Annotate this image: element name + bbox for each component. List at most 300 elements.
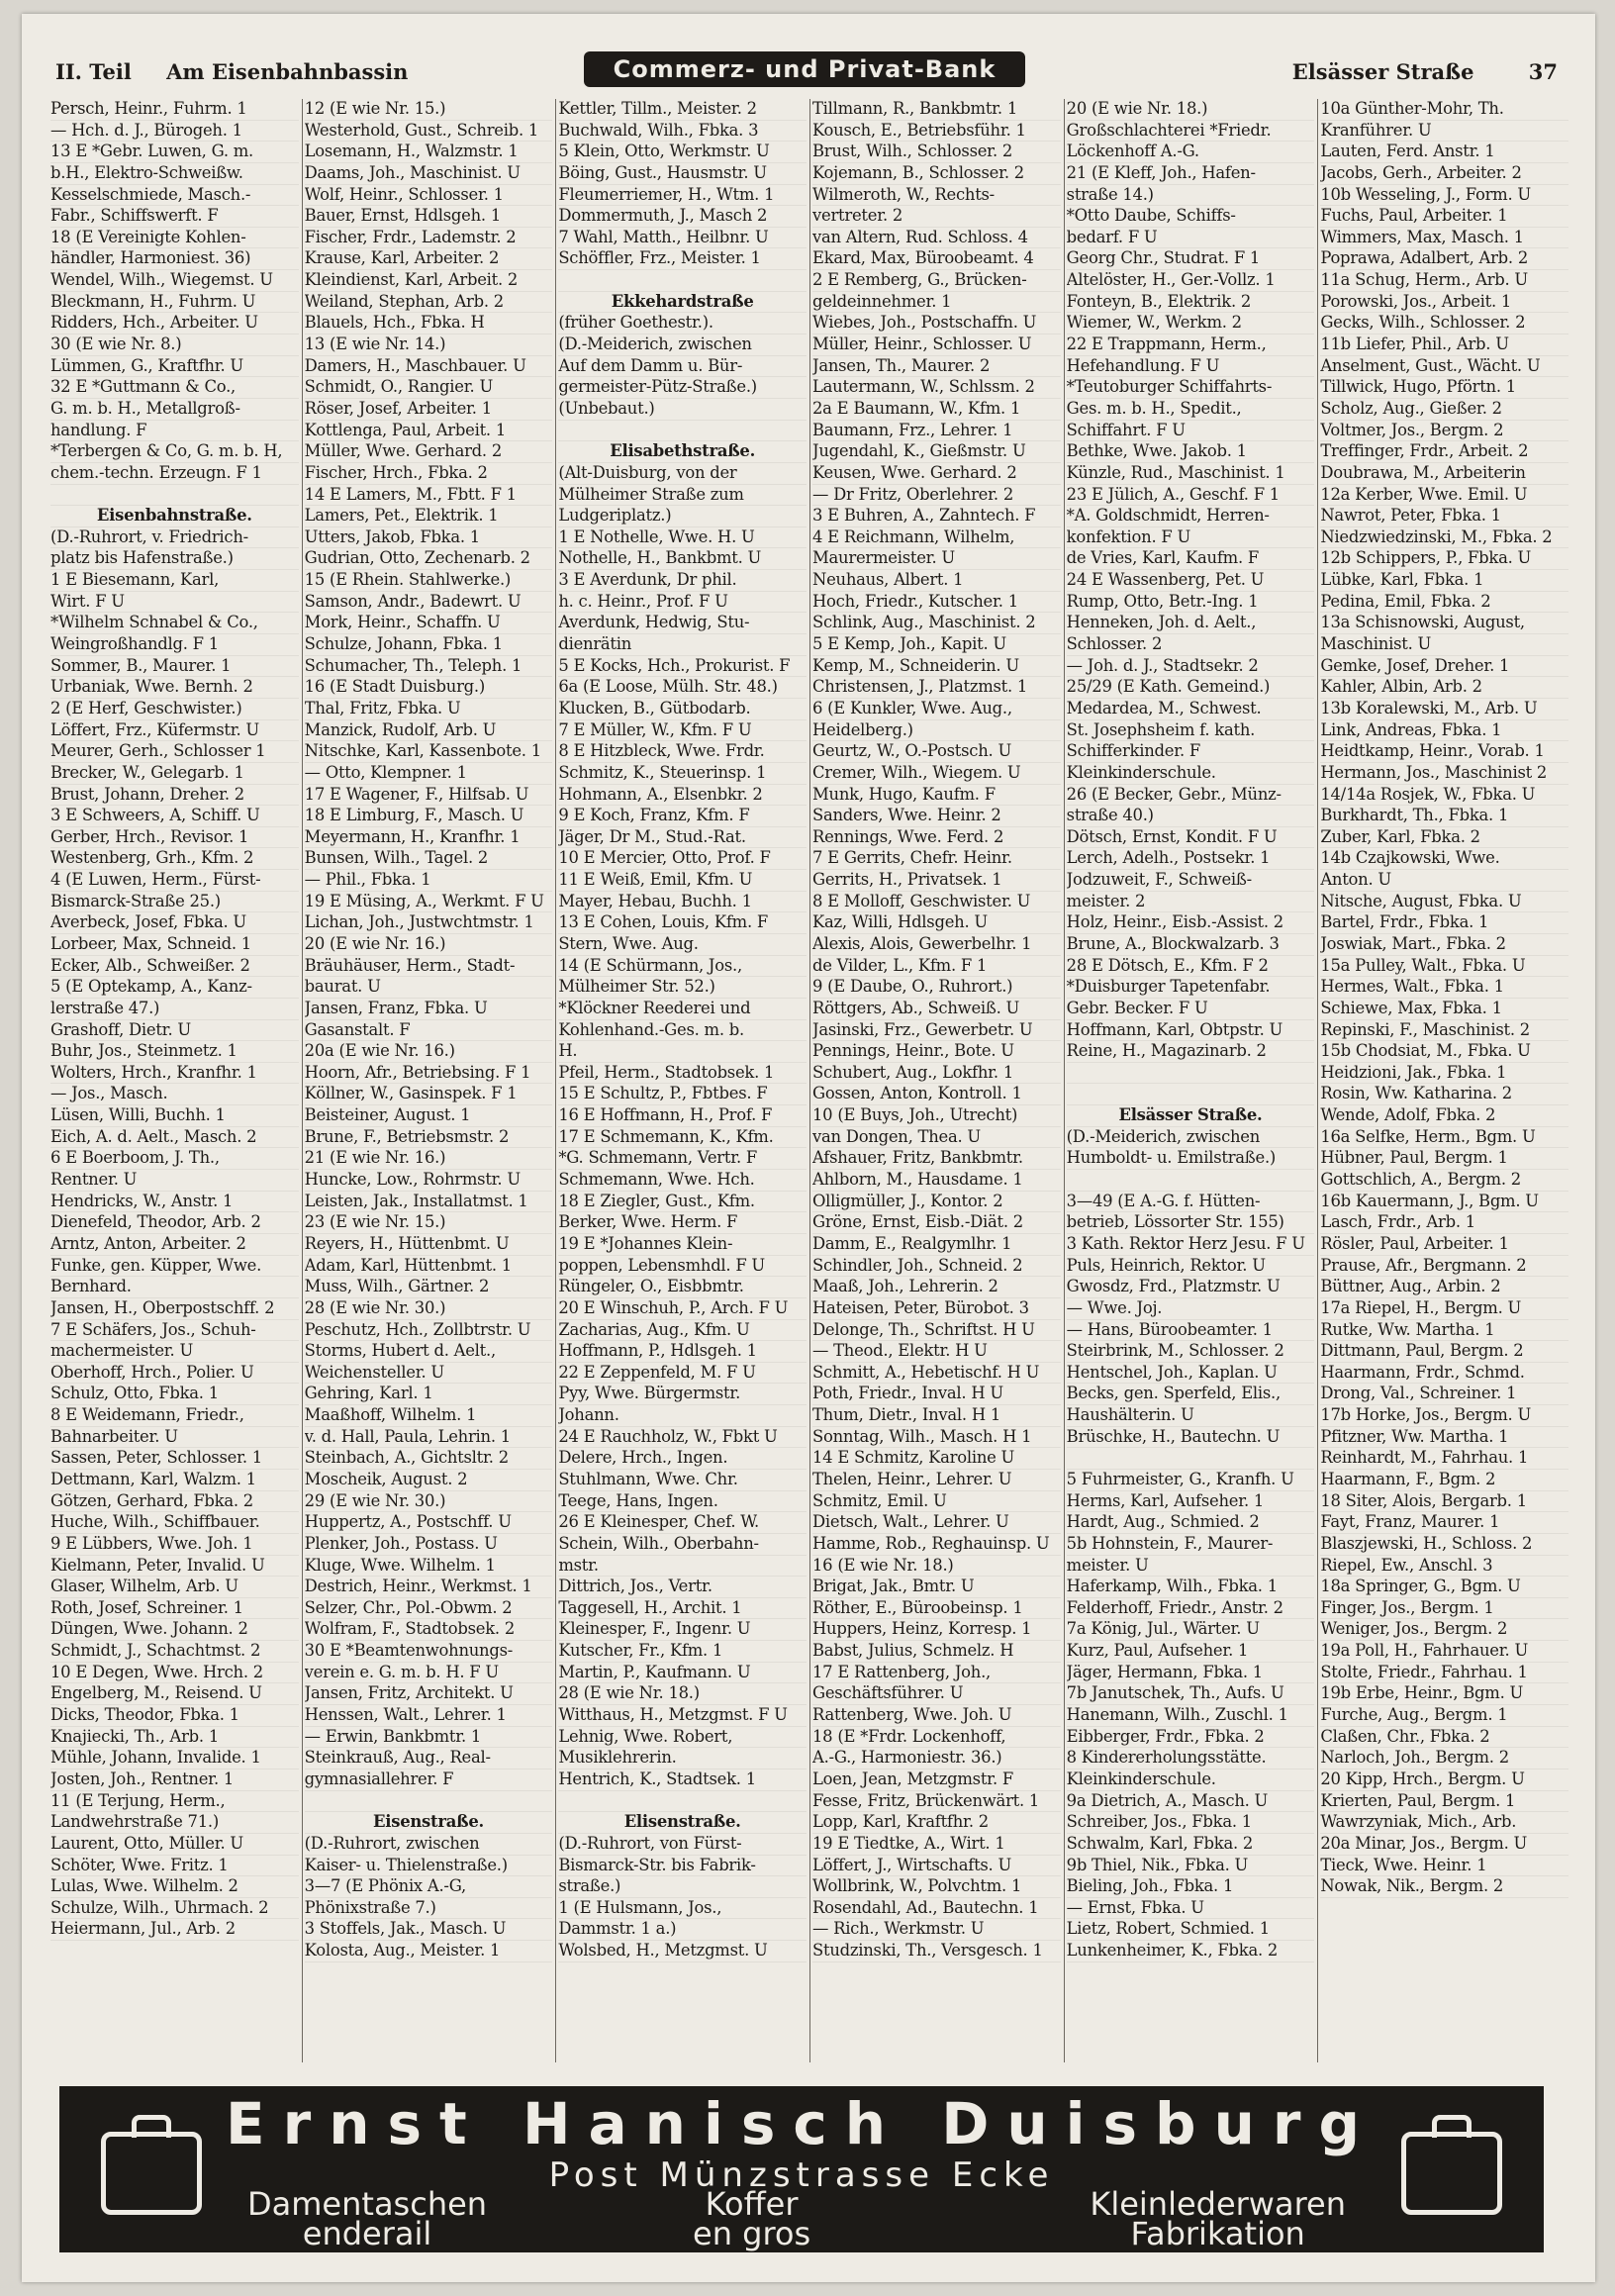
- directory-entry: Schöter, Wwe. Fritz. 1: [50, 1856, 299, 1877]
- directory-entry: *A. Goldschmidt, Herren-: [1067, 506, 1315, 527]
- directory-entry: 18 Siter, Alois, Bergarb. 1: [1320, 1491, 1568, 1513]
- directory-entry: 5 E Kemp, Joh., Kapit. U: [812, 634, 1061, 656]
- advertisement-banner: [59, 2086, 1544, 2252]
- directory-entry: — Theod., Elektr. H U: [812, 1341, 1061, 1363]
- directory-entry: Gudrian, Otto, Zechenarb. 2: [305, 548, 553, 570]
- directory-entry: 12 (E wie Nr. 15.): [305, 99, 553, 121]
- directory-entry: Gehring, Karl. 1: [305, 1384, 553, 1405]
- directory-page: [22, 14, 1595, 2282]
- directory-entry: Bleckmann, H., Fuhrm. U: [50, 292, 299, 314]
- directory-entry: Wirt. F U: [50, 592, 299, 614]
- directory-entry: Wendel, Wilh., Wiegemst. U: [50, 270, 299, 292]
- directory-entry: straße.): [558, 1876, 807, 1898]
- directory-entry: Maschinist. U: [1320, 634, 1568, 656]
- directory-entry: dienrätin: [558, 634, 807, 656]
- column-6: [1320, 99, 1568, 2062]
- directory-entry: 15b Chodsiat, M., Fbka. U: [1320, 1041, 1568, 1063]
- directory-entry: Dicks, Theodor, Fbka. 1: [50, 1705, 299, 1727]
- directory-entry: Rosin, Ww. Katharina. 2: [1320, 1084, 1568, 1105]
- directory-entry: [1067, 1084, 1315, 1105]
- directory-entry: [558, 421, 807, 442]
- directory-entry: Hermes, Walt., Fbka. 1: [1320, 977, 1568, 999]
- directory-entry: Felderhoff, Friedr., Anstr. 2: [1067, 1598, 1315, 1620]
- directory-entry: Adam, Karl, Hüttenbmt. 1: [305, 1256, 553, 1278]
- directory-entry: Müller, Heinr., Schlosser. U: [812, 335, 1061, 356]
- directory-entry: Lopp, Karl, Kraftfhr. 2: [812, 1812, 1061, 1834]
- directory-entry: Bismarck-Straße 25.): [50, 892, 299, 913]
- directory-entry: Ekard, Max, Büroobeamt. 4: [812, 248, 1061, 270]
- directory-entry: 13b Koralewski, M., Arb. U: [1320, 699, 1568, 720]
- directory-entry: Nawrot, Peter, Fbka. 1: [1320, 506, 1568, 527]
- directory-entry: Pedina, Emil, Fbka. 2: [1320, 592, 1568, 614]
- directory-entry: Buchwald, Wilh., Fbka. 3: [558, 121, 807, 143]
- directory-entry: Jansen, H., Oberpostschff. 2: [50, 1298, 299, 1320]
- directory-entry: Fesse, Fritz, Brückenwärt. 1: [812, 1791, 1061, 1813]
- directory-entry: Bethke, Wwe. Jakob. 1: [1067, 441, 1315, 463]
- directory-entry: Ecker, Alb., Schweißer. 2: [50, 956, 299, 978]
- directory-entry: 22 E Trappmann, Herm.,: [1067, 335, 1315, 356]
- directory-entry: H.: [558, 1041, 807, 1063]
- directory-entry: Lulas, Wwe. Wilhelm. 2: [50, 1876, 299, 1898]
- directory-entry: Mork, Heinr., Schaffn. U: [305, 613, 553, 634]
- directory-entry: Bahnarbeiter. U: [50, 1427, 299, 1449]
- directory-entry: Zacharias, Aug., Kfm. U: [558, 1320, 807, 1342]
- directory-entry: Huncke, Low., Rohrmstr. U: [305, 1170, 553, 1192]
- directory-entry: 5 (E Optekamp, A., Kanz-: [50, 977, 299, 999]
- directory-entry: 24 E Wassenberg, Pet. U: [1067, 570, 1315, 592]
- directory-entry: Hermann, Jos., Maschinist 2: [1320, 763, 1568, 785]
- directory-entry: Huppertz, A., Postschff. U: [305, 1512, 553, 1534]
- directory-entry: Wolters, Hrch., Kranfhr. 1: [50, 1063, 299, 1085]
- directory-entry: Fischer, Hrch., Fbka. 2: [305, 463, 553, 485]
- ad-right-line2: Fabrikation: [1130, 2215, 1305, 2252]
- directory-entry: Urbaniak, Wwe. Bernh. 2: [50, 677, 299, 699]
- directory-entry: Röttgers, Ab., Schweiß. U: [812, 999, 1061, 1020]
- directory-entry: 3 E Schweers, A, Schiff. U: [50, 806, 299, 827]
- directory-entry: 8 E Hitzbleck, Wwe. Frdr.: [558, 741, 807, 763]
- directory-entry: 23 (E wie Nr. 15.): [305, 1212, 553, 1234]
- directory-entry: Musiklehrerin.: [558, 1748, 807, 1770]
- directory-entry: Kesselschmiede, Masch.-: [50, 185, 299, 207]
- directory-entry: Maurermeister. U: [812, 548, 1061, 570]
- directory-entry: Dammstr. 1 a.): [558, 1919, 807, 1941]
- directory-entry: 25/29 (E Kath. Gemeind.): [1067, 677, 1315, 699]
- directory-entry: b.H., Elektro-Schweißw.: [50, 163, 299, 185]
- directory-entry: Eisenbahnstraße.: [50, 506, 299, 527]
- directory-entry: Hateisen, Peter, Bürobot. 3: [812, 1298, 1061, 1320]
- directory-entry: Jäger, Hermann, Fbka. 1: [1067, 1663, 1315, 1684]
- directory-entry: 7 E Schäfers, Jos., Schuh-: [50, 1320, 299, 1342]
- ad-right-text: [1090, 2185, 1346, 2252]
- directory-entry: 13a Schisnowski, August,: [1320, 613, 1568, 634]
- directory-entry: Blauels, Hch., Fbka. H: [305, 313, 553, 335]
- directory-entry: Lauten, Ferd. Anstr. 1: [1320, 142, 1568, 163]
- directory-entry: Kettler, Tillm., Meister. 2: [558, 99, 807, 121]
- directory-entry: (D.-Ruhrort, von Fürst-: [558, 1834, 807, 1856]
- directory-entry: Schulze, Johann, Fbka. 1: [305, 634, 553, 656]
- page-header: [48, 48, 1571, 91]
- directory-entry: 20 (E wie Nr. 16.): [305, 934, 553, 956]
- directory-entry: Steinbach, A., Gichtsltr. 2: [305, 1448, 553, 1470]
- directory-entry: 10a Günther-Mohr, Th.: [1320, 99, 1568, 121]
- directory-entry: Rösler, Paul, Arbeiter. 1: [1320, 1234, 1568, 1256]
- directory-entry: Schmemann, Wwe. Hch.: [558, 1170, 807, 1192]
- directory-entry: Düngen, Wwe. Johann. 2: [50, 1619, 299, 1641]
- directory-entry: Schulz, Otto, Fbka. 1: [50, 1384, 299, 1405]
- directory-entry: Taggesell, H., Archit. 1: [558, 1598, 807, 1620]
- directory-entry: Kaiser- u. Thielenstraße.): [305, 1856, 553, 1877]
- directory-entry: v. d. Hall, Paula, Lehrin. 1: [305, 1427, 553, 1449]
- directory-entry: 6 (E Kunkler, Wwe. Aug.,: [812, 699, 1061, 720]
- directory-entry: Glaser, Wilhelm, Arb. U: [50, 1577, 299, 1598]
- directory-entry: Rüngeler, O., Eisbbmtr.: [558, 1277, 807, 1298]
- directory-entry: 10b Wesseling, J., Form. U: [1320, 185, 1568, 207]
- directory-entry: 3—7 (E Phönix A.-G,: [305, 1876, 553, 1898]
- directory-entry: Losemann, H., Walzmstr. 1: [305, 142, 553, 163]
- directory-entry: Lübke, Karl, Fbka. 1: [1320, 570, 1568, 592]
- directory-entry: 18 E Ziegler, Gust., Kfm.: [558, 1192, 807, 1213]
- directory-entry: Lehnig, Wwe. Robert,: [558, 1727, 807, 1749]
- directory-entry: Thal, Fritz, Fbka. U: [305, 699, 553, 720]
- directory-entry: 17a Riepel, H., Bergm. U: [1320, 1298, 1568, 1320]
- directory-entry: Thelen, Heinr., Lehrer. U: [812, 1470, 1061, 1491]
- directory-entry: Babst, Julius, Schmelz. H: [812, 1641, 1061, 1663]
- directory-entry: Berker, Wwe. Herm. F: [558, 1212, 807, 1234]
- directory-entry: Pfitzner, Ww. Martha. 1: [1320, 1427, 1568, 1449]
- directory-entry: Lautermann, W., Schlssm. 2: [812, 377, 1061, 399]
- directory-entry: 1 E Nothelle, Wwe. H. U: [558, 527, 807, 549]
- directory-entry: Blaszjewski, H., Schloss. 2: [1320, 1534, 1568, 1556]
- directory-entry: Moscheik, August. 2: [305, 1470, 553, 1491]
- directory-entry: Heiermann, Jul., Arb. 2: [50, 1919, 299, 1941]
- directory-entry: — Erwin, Bankbmtr. 1: [305, 1727, 553, 1749]
- directory-entry: 15a Pulley, Walt., Fbka. U: [1320, 956, 1568, 978]
- directory-entry: Baumann, Frz., Lehrer. 1: [812, 421, 1061, 442]
- directory-entry: *Wilhelm Schnabel & Co.,: [50, 613, 299, 634]
- column-divider: [302, 99, 303, 2062]
- directory-entry: 5 Fuhrmeister, G., Kranfh. U: [1067, 1470, 1315, 1491]
- directory-entry: Haarmann, F., Bgm. 2: [1320, 1470, 1568, 1491]
- directory-entry: St. Josephsheim f. kath.: [1067, 720, 1315, 742]
- directory-entry: Eibberger, Frdr., Fbka. 2: [1067, 1727, 1315, 1749]
- directory-entry: vertreter. 2: [812, 206, 1061, 228]
- directory-entry: 26 E Kleinesper, Chef. W.: [558, 1512, 807, 1534]
- directory-entry: Plenker, Joh., Postass. U: [305, 1534, 553, 1556]
- directory-entry: Schlink, Aug., Maschinist. 2: [812, 613, 1061, 634]
- directory-entry: Kolosta, Aug., Meister. 1: [305, 1941, 553, 1962]
- directory-entry: Damers, H., Maschbauer. U: [305, 356, 553, 378]
- directory-entry: Heidtkamp, Heinr., Vorab. 1: [1320, 741, 1568, 763]
- directory-entry: Kurz, Paul, Aufseher. 1: [1067, 1641, 1315, 1663]
- directory-entry: Dittrich, Jos., Vertr.: [558, 1577, 807, 1598]
- directory-entry: Schlosser. 2: [1067, 634, 1315, 656]
- directory-entry: handlung. F: [50, 421, 299, 442]
- directory-entry: Beisteiner, August. 1: [305, 1105, 553, 1127]
- bank-banner: Commerz- und Privat-Bank: [584, 51, 1025, 87]
- directory-entry: Fonteyn, B., Elektrik. 2: [1067, 292, 1315, 314]
- directory-entry: Bauer, Ernst, Hdlsgeh. 1: [305, 206, 553, 228]
- directory-entry: Rosendahl, Ad., Bautechn. 1: [812, 1898, 1061, 1920]
- directory-entry: Schein, Wilh., Oberbahn-: [558, 1534, 807, 1556]
- directory-entry: 20 Kipp, Hrch., Bergm. U: [1320, 1770, 1568, 1791]
- directory-entry: Kahler, Albin, Arb. 2: [1320, 677, 1568, 699]
- directory-entry: 16b Kauermann, J., Bgm. U: [1320, 1192, 1568, 1213]
- directory-entry: [50, 485, 299, 507]
- directory-entry: 7 E Müller, W., Kfm. F U: [558, 720, 807, 742]
- directory-entry: Kemp, M., Schneiderin. U: [812, 656, 1061, 678]
- directory-entry: (D.-Ruhrort, v. Friedrich-: [50, 527, 299, 549]
- directory-entry: [305, 1791, 553, 1813]
- directory-entry: Hoorn, Afr., Betriebsing. F 1: [305, 1063, 553, 1085]
- directory-entry: Thum, Dietr., Inval. H 1: [812, 1405, 1061, 1427]
- directory-entry: Hamme, Rob., Reghauinsp. U: [812, 1534, 1061, 1556]
- directory-entry: 21 (E wie Nr. 16.): [305, 1148, 553, 1170]
- ad-title: Ernst Hanisch Duisburg: [226, 2090, 1378, 2157]
- directory-entry: Künzle, Rud., Maschinist. 1: [1067, 463, 1315, 485]
- directory-entry: 10 E Degen, Wwe. Hrch. 2: [50, 1663, 299, 1684]
- directory-entry: 15 (E Rhein. Stahlwerke.): [305, 570, 553, 592]
- directory-entry: 14/14a Rosjek, W., Fbka. U: [1320, 785, 1568, 807]
- directory-entry: Repinski, F., Maschinist. 2: [1320, 1020, 1568, 1042]
- directory-entry: 21 (E Kleff, Joh., Hafen-: [1067, 163, 1315, 185]
- directory-entry: Johann.: [558, 1405, 807, 1427]
- directory-entry: Sassen, Peter, Schlosser. 1: [50, 1448, 299, 1470]
- directory-entry: Großschlachterei *Friedr.: [1067, 121, 1315, 143]
- directory-entry: Müller, Wwe. Gerhard. 2: [305, 441, 553, 463]
- directory-entry: germeister-Pütz-Straße.): [558, 377, 807, 399]
- directory-entry: Kleinesper, F., Ingenr. U: [558, 1619, 807, 1641]
- directory-entry: Schmidt, J., Schachtmst. 2: [50, 1641, 299, 1663]
- directory-entry: [1067, 1170, 1315, 1192]
- directory-entry: Hentschel, Joh., Kaplan. U: [1067, 1363, 1315, 1385]
- directory-entry: Poprawa, Adalbert, Arb. 2: [1320, 248, 1568, 270]
- directory-entry: 8 Kindererholungsstätte.: [1067, 1748, 1315, 1770]
- directory-entry: 28 E Dötsch, E., Kfm. F 2: [1067, 956, 1315, 978]
- directory-entry: Hendricks, W., Anstr. 1: [50, 1192, 299, 1213]
- directory-entry: 9b Thiel, Nik., Fbka. U: [1067, 1856, 1315, 1877]
- directory-entry: 10 (E Buys, Joh., Utrecht): [812, 1105, 1061, 1127]
- column-3: [558, 99, 807, 2062]
- directory-entry: 18 (E *Frdr. Lockenhoff,: [812, 1727, 1061, 1749]
- directory-entry: 9 (E Daube, O., Ruhrort.): [812, 977, 1061, 999]
- directory-entry: 9 E Lübbers, Wwe. Joh. 1: [50, 1534, 299, 1556]
- directory-entry: Utters, Jakob, Fbka. 1: [305, 527, 553, 549]
- directory-entry: Maaß, Joh., Lehrerin. 2: [812, 1277, 1061, 1298]
- directory-entry: Mülheimer Str. 52.): [558, 977, 807, 999]
- directory-entry: Pfeil, Herm., Stadtobsek. 1: [558, 1063, 807, 1085]
- directory-entry: Westerhold, Gust., Schreib. 1: [305, 121, 553, 143]
- directory-entry: Wilmeroth, W., Rechts-: [812, 185, 1061, 207]
- directory-entry: Brune, F., Betriebsmstr. 2: [305, 1127, 553, 1149]
- directory-entry: Damm, E., Realgymlhr. 1: [812, 1234, 1061, 1256]
- directory-entry: lerstraße 47.): [50, 999, 299, 1020]
- directory-entry: Hefehandlung. F U: [1067, 356, 1315, 378]
- directory-entry: *Terbergen & Co, G. m. b. H,: [50, 441, 299, 463]
- directory-entry: van Dongen, Thea. U: [812, 1127, 1061, 1149]
- ad-mid-text: [693, 2185, 811, 2252]
- ad-left-line2: enderail: [302, 2215, 432, 2252]
- directory-entry: Link, Andreas, Fbka. 1: [1320, 720, 1568, 742]
- directory-entry: Olligmüller, J., Kontor. 2: [812, 1192, 1061, 1213]
- directory-entry: Jugendahl, K., Gießmstr. U: [812, 441, 1061, 463]
- directory-entry: 3—49 (E A.-G. f. Hütten-: [1067, 1192, 1315, 1213]
- directory-entry: Schmitz, Emil. U: [812, 1491, 1061, 1513]
- directory-entry: Gröne, Ernst, Eisb.-Diät. 2: [812, 1212, 1061, 1234]
- directory-entry: Gwosdz, Frd., Platzmstr. U: [1067, 1277, 1315, 1298]
- directory-entry: Knajiecki, Th., Arb. 1: [50, 1727, 299, 1749]
- directory-entry: 2 E Remberg, G., Brücken-: [812, 270, 1061, 292]
- directory-entry: Reine, H., Magazinarb. 2: [1067, 1041, 1315, 1063]
- directory-entry: Ahlborn, M., Hausdame. 1: [812, 1170, 1061, 1192]
- directory-entry: Brust, Johann, Dreher. 2: [50, 785, 299, 807]
- directory-entry: Kranführer. U: [1320, 121, 1568, 143]
- directory-entry: 11a Schug, Herm., Arb. U: [1320, 270, 1568, 292]
- directory-entry: Arntz, Anton, Arbeiter. 2: [50, 1234, 299, 1256]
- directory-entry: Gerber, Hrch., Revisor. 1: [50, 827, 299, 849]
- directory-entry: Lüsen, Willi, Buchh. 1: [50, 1105, 299, 1127]
- directory-entry: Delonge, Th., Schriftst. H U: [812, 1320, 1061, 1342]
- directory-entry: Jansen, Franz, Fbka. U: [305, 999, 553, 1020]
- directory-entry: (Alt-Duisburg, von der: [558, 463, 807, 485]
- directory-entry: Witthaus, H., Metzgmst. F U: [558, 1705, 807, 1727]
- directory-entry: 18 (E Vereinigte Kohlen-: [50, 228, 299, 249]
- directory-entry: — Rich., Werkmstr. U: [812, 1919, 1061, 1941]
- directory-entry: Muss, Wilh., Gärtner. 2: [305, 1277, 553, 1298]
- directory-entry: 20a (E wie Nr. 16.): [305, 1041, 553, 1063]
- directory-entry: Eich, A. d. Aelt., Masch. 2: [50, 1127, 299, 1149]
- directory-entry: — Dr Fritz, Oberlehrer. 2: [812, 485, 1061, 507]
- directory-entry: Löffert, J., Wirtschafts. U: [812, 1856, 1061, 1877]
- directory-entry: Georg Chr., Studrat. F 1: [1067, 248, 1315, 270]
- directory-entry: Laurent, Otto, Müller. U: [50, 1834, 299, 1856]
- directory-entry: 1 E Biesemann, Karl,: [50, 570, 299, 592]
- directory-entry: 23 E Jülich, A., Geschf. F 1: [1067, 485, 1315, 507]
- directory-entry: Munk, Hugo, Kaufm. F: [812, 785, 1061, 807]
- street-label: Elsässer Straße: [1291, 59, 1474, 84]
- directory-entry: 16a Selfke, Herm., Bgm. U: [1320, 1127, 1568, 1149]
- directory-entry: Schindler, Joh., Schneid. 2: [812, 1256, 1061, 1278]
- directory-entry: Heidzioni, Jak., Fbka. 1: [1320, 1063, 1568, 1085]
- directory-entry: Wolsbed, H., Metzgmst. U: [558, 1941, 807, 1962]
- directory-entry: Engelberg, M., Reisend. U: [50, 1683, 299, 1705]
- directory-entry: 1 (E Hulsmann, Jos.,: [558, 1898, 807, 1920]
- directory-entry: [1067, 1063, 1315, 1085]
- directory-entry: Steirbrink, M., Schlosser. 2: [1067, 1341, 1315, 1363]
- directory-entry: Rutke, Ww. Martha. 1: [1320, 1320, 1568, 1342]
- directory-entry: Fleumerriemer, H., Wtm. 1: [558, 185, 807, 207]
- directory-entry: Burkhardt, Th., Fbka. 1: [1320, 806, 1568, 827]
- directory-entry: 4 (E Luwen, Herm., Fürst-: [50, 870, 299, 892]
- directory-entry: poppen, Lebensmhdl. F U: [558, 1256, 807, 1278]
- directory-entry: 17 E Rattenberg, Joh.,: [812, 1663, 1061, 1684]
- directory-entry: 3 E Averdunk, Dr phil.: [558, 570, 807, 592]
- directory-entry: Köllner, W., Gasinspek. F 1: [305, 1084, 553, 1105]
- directory-entry: — Phil., Fbka. 1: [305, 870, 553, 892]
- directory-entry: Löffert, Frz., Küfermstr. U: [50, 720, 299, 742]
- directory-entry: Gecks, Wilh., Schlosser. 2: [1320, 313, 1568, 335]
- directory-entry: Hentrich, K., Stadtsek. 1: [558, 1770, 807, 1791]
- directory-entry: Loen, Jean, Metzgmstr. F: [812, 1770, 1061, 1791]
- directory-entry: Fischer, Frdr., Lademstr. 2: [305, 228, 553, 249]
- directory-entry: Jansen, Th., Maurer. 2: [812, 356, 1061, 378]
- directory-entry: Schubert, Aug., Lokfhr. 1: [812, 1063, 1061, 1085]
- directory-entry: 20a Minar, Jos., Bergm. U: [1320, 1834, 1568, 1856]
- directory-entry: 5 Klein, Otto, Werkmstr. U: [558, 142, 807, 163]
- directory-entry: meister. 2: [1067, 892, 1315, 913]
- directory-entry: Claßen, Chr., Fbka. 2: [1320, 1727, 1568, 1749]
- directory-entry: 14b Czajkowski, Wwe.: [1320, 848, 1568, 870]
- directory-entry: Becks, gen. Sperfeld, Elis.,: [1067, 1384, 1315, 1405]
- directory-entry: *Otto Daube, Schiffs-: [1067, 206, 1315, 228]
- ad-address: Post Münzstrasse Ecke: [548, 2155, 1055, 2195]
- directory-entry: 6a (E Loose, Mülh. Str. 48.): [558, 677, 807, 699]
- directory-entry: — Jos., Masch.: [50, 1084, 299, 1105]
- directory-entry: Leisten, Jak., Installatmst. 1: [305, 1192, 553, 1213]
- directory-entry: 2a E Baumann, W., Kfm. 1: [812, 399, 1061, 421]
- directory-entry: 30 (E wie Nr. 8.): [50, 335, 299, 356]
- directory-entry: Hoch, Friedr., Kutscher. 1: [812, 592, 1061, 614]
- directory-entry: Voltmer, Jos., Bergm. 2: [1320, 421, 1568, 442]
- directory-entry: 14 (E Schürmann, Jos.,: [558, 956, 807, 978]
- directory-entry: 29 (E wie Nr. 30.): [305, 1491, 553, 1513]
- directory-entry: 8 E Weidemann, Friedr.,: [50, 1405, 299, 1427]
- directory-entry: 12a Kerber, Wwe. Emil. U: [1320, 485, 1568, 507]
- directory-entry: 7b Janutschek, Th., Aufs. U: [1067, 1683, 1315, 1705]
- directory-entry: *Teutoburger Schiffahrts-: [1067, 377, 1315, 399]
- directory-entry: de Vilder, L., Kfm. F 1: [812, 956, 1061, 978]
- directory-entry: Nowak, Nik., Bergm. 2: [1320, 1876, 1568, 1898]
- directory-entry: Jansen, Fritz, Architekt. U: [305, 1683, 553, 1705]
- directory-entry: Eisenstraße.: [305, 1812, 553, 1834]
- directory-entry: Medardea, M., Schwest.: [1067, 699, 1315, 720]
- directory-entry: Tieck, Wwe. Heinr. 1: [1320, 1856, 1568, 1877]
- directory-entry: (früher Goethestr.).: [558, 313, 807, 335]
- directory-entry: 26 (E Becker, Gebr., Münz-: [1067, 785, 1315, 807]
- directory-entry: Nitschke, Karl, Kassenbote. 1: [305, 741, 553, 763]
- directory-entry: 11 E Weiß, Emil, Kfm. U: [558, 870, 807, 892]
- directory-entry: 13 (E wie Nr. 14.): [305, 335, 553, 356]
- directory-entry: konfektion. F U: [1067, 527, 1315, 549]
- directory-entry: Narloch, Joh., Bergm. 2: [1320, 1748, 1568, 1770]
- directory-entry: 12b Schippers, P., Fbka. U: [1320, 548, 1568, 570]
- directory-entry: 13 E Cohen, Louis, Kfm. F: [558, 912, 807, 934]
- directory-entry: Bismarck-Str. bis Fabrik-: [558, 1856, 807, 1877]
- directory-entry: Gottschlich, A., Bergm. 2: [1320, 1170, 1568, 1192]
- directory-entry: Kleinkinderschule.: [1067, 763, 1315, 785]
- directory-entry: Jasinski, Frz., Gewerbetr. U: [812, 1020, 1061, 1042]
- directory-entry: Anton. U: [1320, 870, 1568, 892]
- directory-entry: Auf dem Damm u. Bür-: [558, 356, 807, 378]
- column-divider: [555, 99, 556, 2062]
- directory-entry: 9 E Koch, Franz, Kfm. F: [558, 806, 807, 827]
- directory-entry: straße 40.): [1067, 806, 1315, 827]
- directory-entry: 4 E Reichmann, Wilhelm,: [812, 527, 1061, 549]
- directory-entry: 9a Dietrich, A., Masch. U: [1067, 1791, 1315, 1813]
- directory-entry: 13 E *Gebr. Luwen, G. m.: [50, 142, 299, 163]
- directory-entry: Furche, Aug., Bergm. 1: [1320, 1705, 1568, 1727]
- ad-mid-line1: Koffer: [705, 2185, 799, 2223]
- directory-entry: Scholz, Aug., Gießer. 2: [1320, 399, 1568, 421]
- directory-entry: verein e. G. m. b. H. F U: [305, 1663, 553, 1684]
- directory-entry: betrieb, Lössorter Str. 155): [1067, 1212, 1315, 1234]
- directory-entry: 20 (E wie Nr. 18.): [1067, 99, 1315, 121]
- directory-entry: Joswiak, Mart., Fbka. 2: [1320, 934, 1568, 956]
- directory-entry: Stern, Wwe. Aug.: [558, 934, 807, 956]
- directory-entry: Böing, Gust., Hausmstr. U: [558, 163, 807, 185]
- directory-entry: Schöffler, Frz., Meister. 1: [558, 248, 807, 270]
- directory-entry: Kleindienst, Karl, Arbeit. 2: [305, 270, 553, 292]
- directory-entry: Kojemann, B., Schlosser. 2: [812, 163, 1061, 185]
